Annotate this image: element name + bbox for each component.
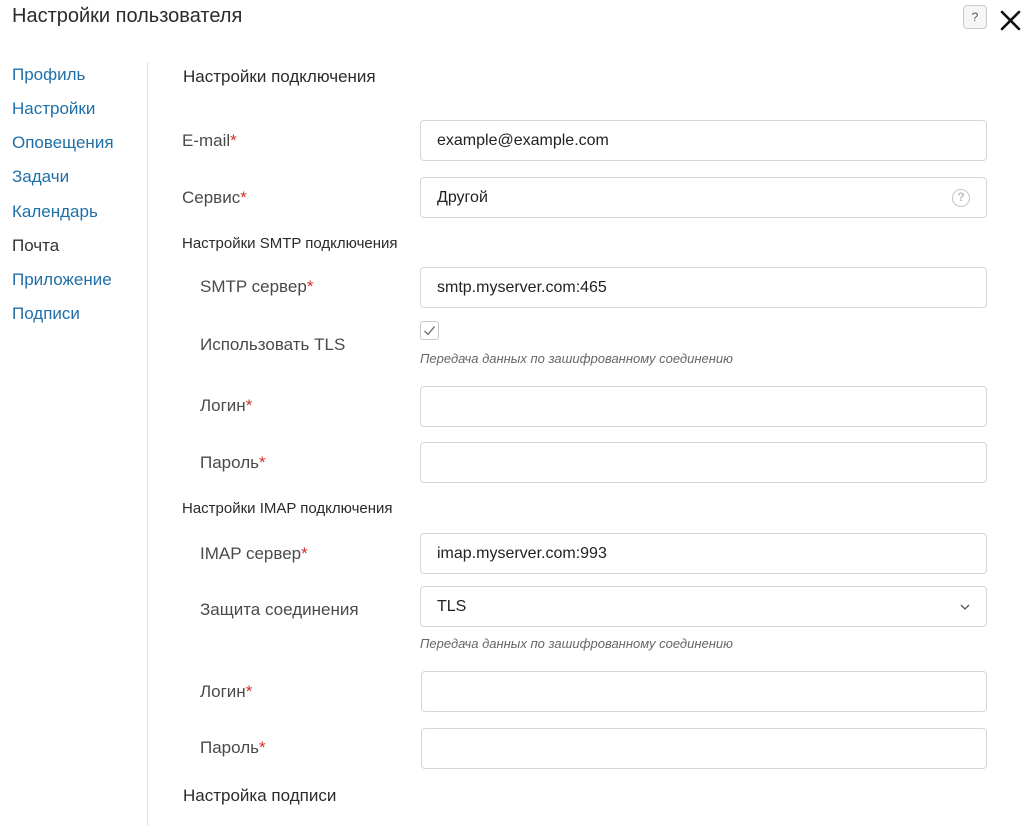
smtp-settings-title: Настройки SMTP подключения [182, 235, 398, 252]
close-icon [998, 7, 1024, 33]
imap-login-label: Логин* [200, 682, 253, 701]
chevron-down-icon [960, 604, 970, 610]
page-title: Настройки пользователя [12, 5, 243, 27]
smtp-password-field[interactable] [420, 442, 987, 483]
required-mark: * [259, 453, 266, 472]
imap-settings-title: Настройки IMAP подключения [182, 500, 393, 517]
signature-settings-title: Настройка подписи [183, 786, 337, 805]
sidebar-item-tasks[interactable]: Задачи [12, 167, 70, 186]
question-circle-icon[interactable]: ? [952, 189, 970, 207]
sidebar-item-profile[interactable]: Профиль [12, 65, 86, 84]
required-mark: * [245, 396, 253, 415]
question-icon: ? [971, 10, 979, 24]
required-mark: * [306, 277, 314, 296]
sidebar-item-signatures[interactable]: Подписи [12, 304, 80, 323]
connection-security-value: TLS [437, 598, 467, 615]
connection-security-select[interactable] [420, 586, 987, 627]
connection-security-label: Защита соединения [200, 600, 359, 619]
service-value: Другой [437, 189, 488, 206]
sidebar-item-application[interactable]: Приложение [12, 270, 112, 289]
sidebar-divider [147, 62, 148, 826]
security-hint: Передача данных по зашифрованному соединению [420, 636, 733, 651]
required-mark: * [240, 188, 247, 207]
required-mark: * [259, 738, 266, 757]
imap-password-field[interactable] [421, 728, 987, 769]
smtp-login-field[interactable] [420, 386, 987, 427]
service-label: Сервис* [182, 188, 247, 207]
imap-server-label: IMAP сервер* [200, 544, 308, 563]
smtp-password-label: Пароль* [200, 453, 266, 472]
close-button[interactable] [998, 7, 1024, 33]
smtp-server-label: SMTP сервер* [200, 277, 314, 296]
sidebar-item-notifications[interactable]: Оповещения [12, 133, 114, 152]
required-mark: * [301, 544, 308, 563]
checkmark-icon [423, 325, 436, 336]
sidebar-item-calendar[interactable]: Календарь [12, 202, 98, 221]
help-button[interactable] [963, 5, 987, 29]
sidebar-item-mail: Почта [12, 236, 60, 255]
smtp-login-label: Логин* [200, 396, 253, 415]
required-mark: * [230, 131, 237, 150]
imap-password-label: Пароль* [200, 738, 266, 757]
use-tls-checkbox[interactable] [420, 321, 439, 340]
email-label: E-mail* [182, 131, 237, 150]
email-field[interactable] [420, 120, 987, 161]
imap-server-field[interactable] [420, 533, 987, 574]
imap-login-field[interactable] [421, 671, 987, 712]
tls-hint: Передача данных по зашифрованному соединению [420, 351, 733, 366]
use-tls-label: Использовать TLS [200, 335, 346, 354]
required-mark: * [245, 682, 253, 701]
connection-settings-title: Настройки подключения [183, 67, 376, 86]
service-select[interactable] [420, 177, 987, 218]
smtp-server-field[interactable] [420, 267, 987, 308]
sidebar-item-settings[interactable]: Настройки [12, 99, 96, 118]
